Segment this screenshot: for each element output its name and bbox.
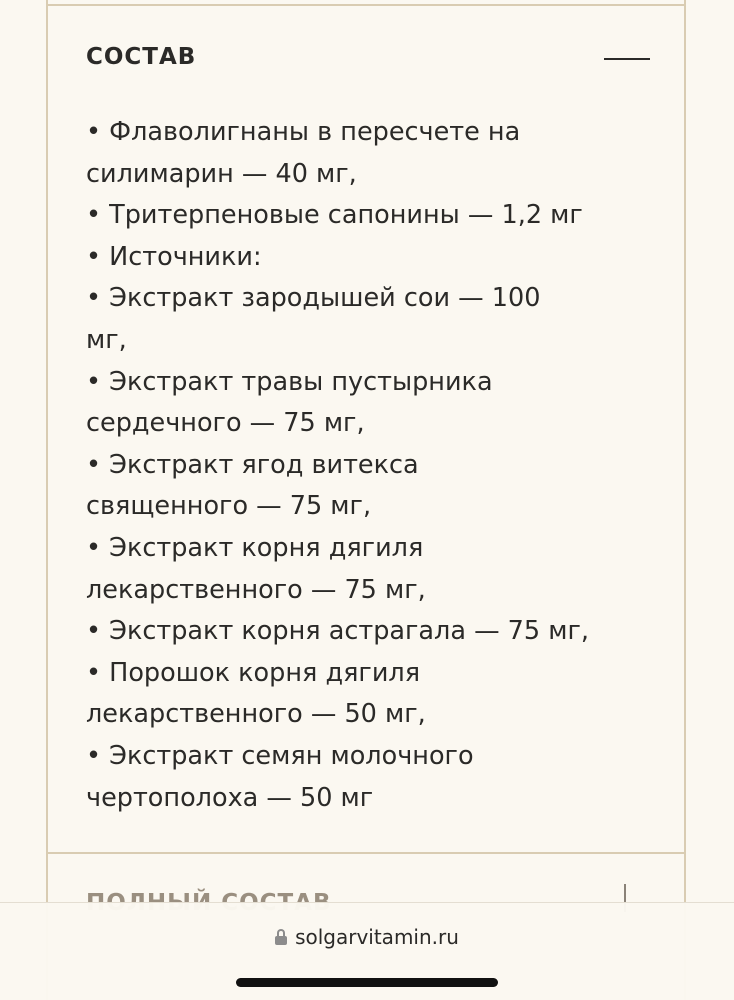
lock-icon [275, 929, 287, 945]
ingredient-line: силимарин — 40 мг, [86, 158, 357, 189]
ingredient-line: • Экстракт семян молочного [86, 740, 474, 771]
composition-section-header[interactable] [86, 40, 650, 80]
ingredient-line: лекарственного — 75 мг, [86, 574, 426, 605]
home-indicator[interactable] [236, 978, 498, 987]
ingredient-line: • Порошок корня дягиля [86, 657, 421, 688]
ingredient-line: лекарственного — 50 мг, [86, 699, 426, 730]
composition-section-title: СОСТАВ [86, 44, 197, 70]
ingredient-line: • Источники: [86, 241, 262, 272]
address-display[interactable] [0, 925, 734, 949]
ingredient-line: • Экстракт корня астрагала — 75 мг, [86, 616, 589, 647]
card-top-divider [46, 4, 686, 6]
ingredient-line: • Тритерпеновые сапонины — 1,2 мг [86, 200, 583, 231]
ingredient-line: чертополоха — 50 мг [86, 782, 374, 813]
ingredient-line: мг, [86, 324, 127, 355]
url-text: solgarvitamin.ru [295, 925, 459, 949]
ingredient-line: • Экстракт зародышей сои — 100 [86, 283, 541, 314]
ingredient-line: • Экстракт корня дягиля [86, 532, 424, 563]
ingredients-list [86, 112, 666, 819]
minus-icon-bar [604, 58, 650, 60]
ingredient-line: священного — 75 мг, [86, 491, 372, 522]
minus-icon[interactable] [604, 44, 650, 72]
browser-address-bar[interactable] [0, 902, 734, 1000]
ingredient-line: сердечного — 75 мг, [86, 408, 365, 439]
ingredient-line: • Флаволигнаны в пересчете на [86, 117, 521, 147]
section-divider [46, 852, 686, 854]
ingredient-line: • Экстракт травы пустырника [86, 366, 493, 397]
ingredient-line: • Экстракт ягод витекса [86, 449, 419, 480]
